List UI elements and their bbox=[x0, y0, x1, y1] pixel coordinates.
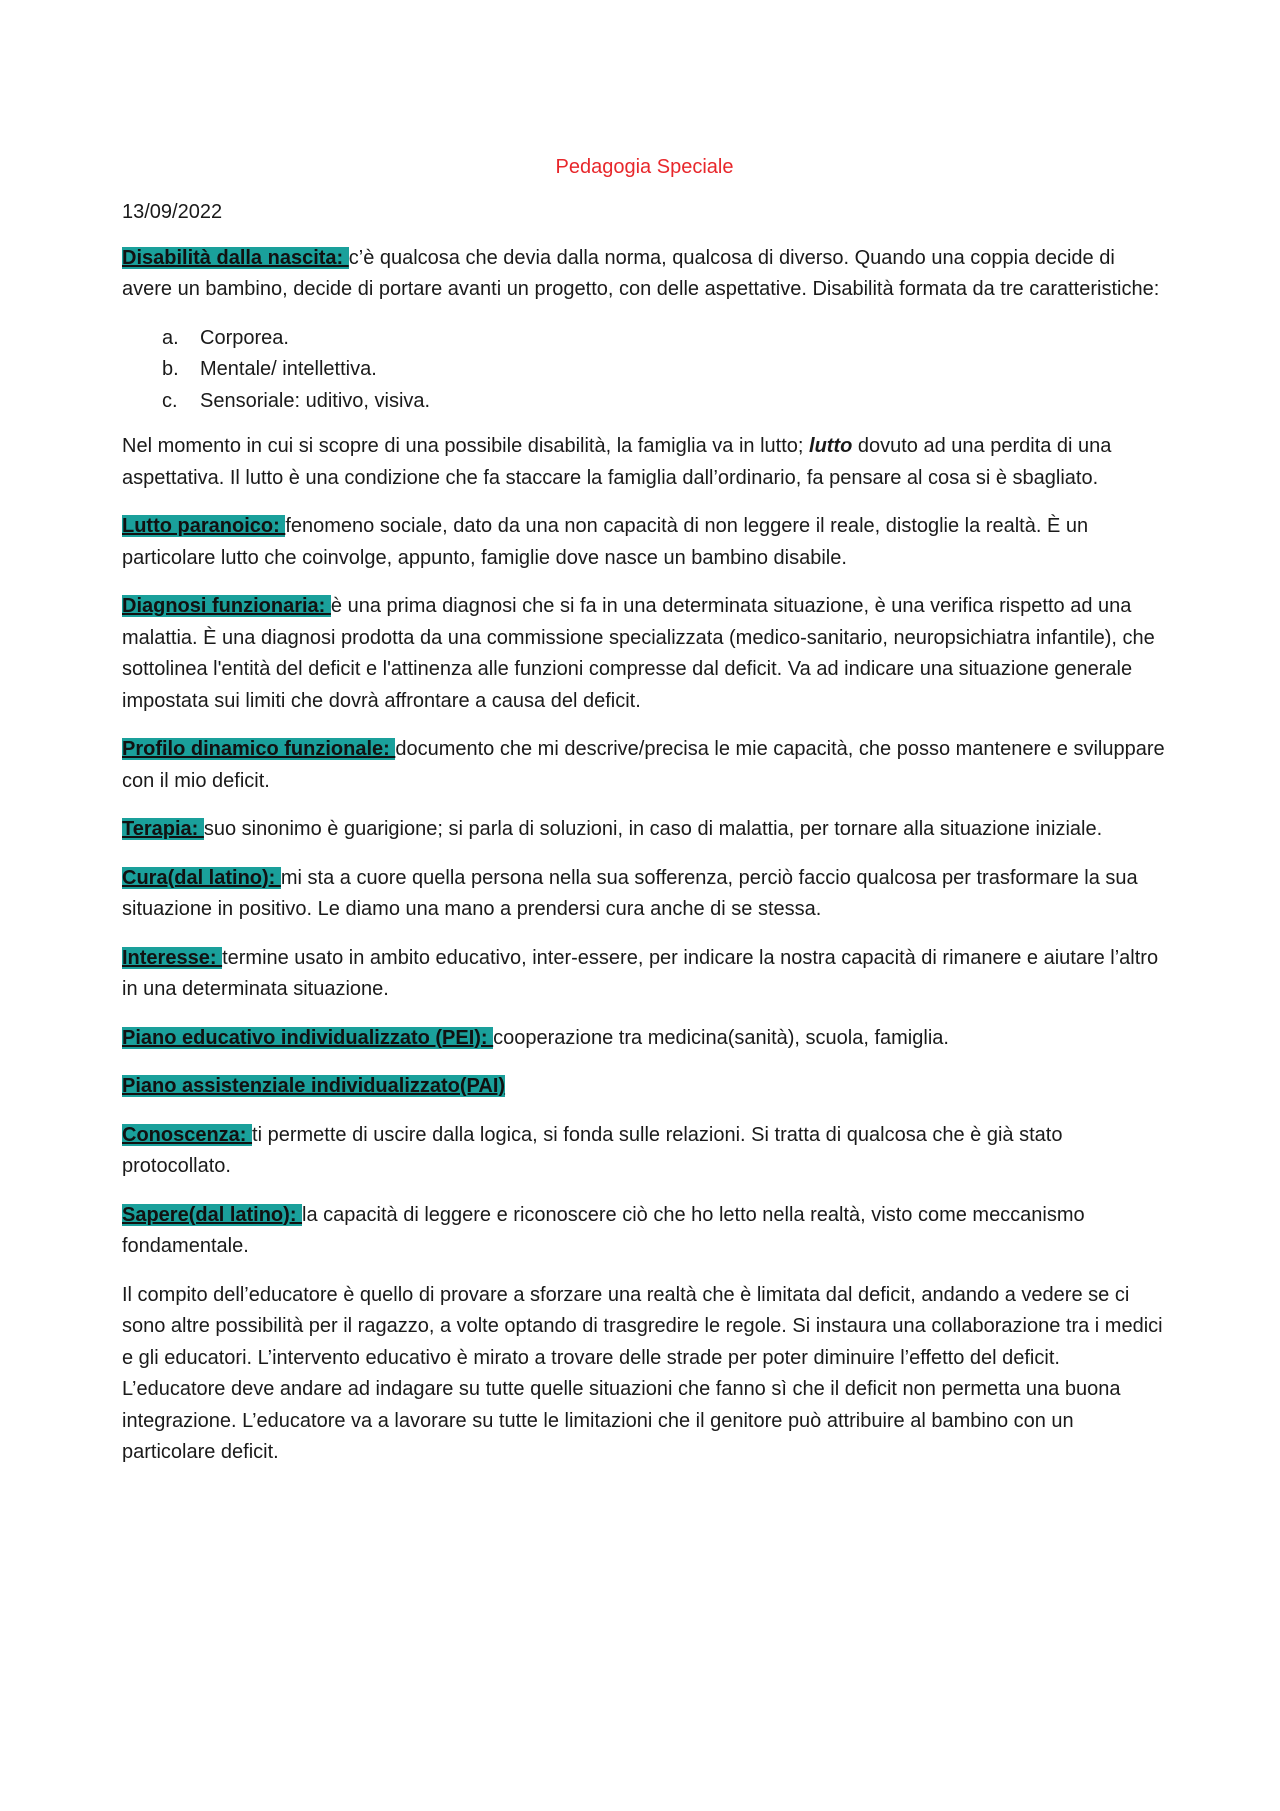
definition-sapere: la capacità di leggere e riconoscere ciò che ho letto nella realtà, visto come meccanismo fondamentale. bbox=[122, 1203, 1085, 1257]
paragraph-cura bbox=[122, 863, 1167, 926]
term-profilo: Profilo dinamico funzionale: bbox=[122, 738, 396, 760]
definition-lutto-paranoico: fenomeno sociale, dato da una non capacità di non leggere il reale, distoglie la realtà. È un particolare lutto che coinvolge, appunto, famiglie dove nasce un bambino disabile. bbox=[122, 515, 1089, 569]
list-item-text: Sensoriale: uditivo, visiva. bbox=[200, 389, 431, 412]
paragraph-disabilita bbox=[122, 243, 1167, 306]
definition-conoscenza: ti permette di uscire dalla logica, si fonda sulle relazioni. Si tratta di qualcosa che è già stato protocollato. bbox=[122, 1123, 1063, 1177]
list-item bbox=[162, 323, 1167, 355]
definition-disabilita: c’è qualcosa che devia dalla norma, qualcosa di diverso. Quando una coppia decide di avere un bambino, decide di portare avanti un progetto, con delle aspettative. Disabilità formata da tre caratteristiche: bbox=[122, 246, 1160, 300]
paragraph-lutto bbox=[122, 431, 1167, 494]
paragraph-pai bbox=[122, 1071, 1167, 1103]
definition-diagnosi: è una prima diagnosi che si fa in una determinata situazione, è una verifica rispetto ad una malattia. È una diagnosi prodotta da una commissione specializzata (medico-sanitario, neuropsichiatra infantile), che sottolinea l'entità del deficit e l'attinenza alle funzioni compresse dal deficit. Va ad indicare una situazione generale impostata sui limiti che dovrà affrontare a causa del deficit. bbox=[122, 595, 1155, 712]
definition-terapia: suo sinonimo è guarigione; si parla di soluzioni, in caso di malattia, per tornare alla situazione iniziale. bbox=[203, 818, 1103, 840]
list-item bbox=[162, 354, 1167, 386]
term-sapere: Sapere(dal latino): bbox=[122, 1203, 303, 1226]
term-interesse: Interesse: bbox=[122, 946, 223, 969]
list-marker: c. bbox=[162, 389, 178, 412]
document-body bbox=[122, 152, 1167, 1486]
document-title: Pedagogia Speciale bbox=[555, 156, 734, 178]
characteristics-list bbox=[122, 323, 1167, 418]
definition-cura: mi sta a cuore quella persona nella sua sofferenza, perciò faccio qualcosa per trasformare la sua situazione in positivo. Le diamo una mano a prendersi cura anche di se stessa. bbox=[122, 866, 1138, 920]
paragraph-conclusione: Il compito dell’educatore è quello di provare a sforzare una realtà che è limitata dal deficit, andando a vedere se ci sono altre possibilità per il ragazzo, a volte optando di trasgredire le regole. Si instaura una collaborazione tra i medici e gli educatori. L’intervento educativo è mirato a trovare delle strade per poter diminuire l’effetto del deficit. L’educatore deve andare ad indagare su tutte quelle situazioni che fanno sì che il deficit non permetta una buona integrazione. L’educatore va a lavorare su tutte le limitazioni che il genitore può attribuire al bambino con un particolare deficit. bbox=[122, 1283, 1163, 1463]
paragraph-conoscenza bbox=[122, 1120, 1167, 1183]
paragraph-interesse bbox=[122, 943, 1167, 1006]
term-pai: Piano assistenziale individualizzato(PAI) bbox=[122, 1075, 506, 1097]
paragraph-terapia bbox=[122, 814, 1167, 846]
term-conoscenza: Conoscenza: bbox=[122, 1123, 253, 1146]
paragraph-sapere bbox=[122, 1200, 1167, 1263]
term-disabilita: Disabilità dalla nascita: bbox=[122, 246, 349, 269]
list-item-text: Mentale/ intellettiva. bbox=[200, 358, 377, 380]
paragraph-diagnosi bbox=[122, 591, 1167, 717]
paragraph-lutto-paranoico bbox=[122, 511, 1167, 574]
definition-profilo: documento che mi descrive/precisa le mie capacità, che posso mantenere e sviluppare con il mio deficit. bbox=[122, 738, 1165, 792]
definition-interesse: termine usato in ambito educativo, inter-essere, per indicare la nostra capacità di rimanere e aiutare l’altro in una determinata situazione. bbox=[122, 946, 1159, 1000]
paragraph-pei bbox=[122, 1023, 1167, 1055]
definition-pei: cooperazione tra medicina(sanità), scuola, famiglia. bbox=[493, 1026, 949, 1049]
term-diagnosi: Diagnosi funzionaria: bbox=[122, 595, 331, 617]
term-pei: Piano educativo individualizzato (PEI): bbox=[122, 1026, 494, 1049]
paragraph-profilo bbox=[122, 734, 1167, 797]
term-lutto-paranoico: Lutto paranoico: bbox=[122, 515, 286, 537]
list-marker: a. bbox=[162, 326, 179, 349]
term-cura: Cura(dal latino): bbox=[122, 866, 281, 889]
term-terapia: Terapia: bbox=[122, 818, 204, 840]
list-marker: b. bbox=[162, 358, 179, 380]
document-date: 13/09/2022 bbox=[122, 201, 223, 223]
lutto-text-after: dovuto ad una perdita di una aspettativa. Il lutto è una condizione che fa staccare la famiglia dall’ordinario, fa pensare al cosa si è sbagliato. bbox=[122, 435, 1112, 489]
lutto-text-before: Nel momento in cui si scopre di una possibile disabilità, la famiglia va in lutto; bbox=[122, 435, 810, 457]
lutto-emphasis: lutto bbox=[809, 435, 853, 457]
list-item bbox=[162, 386, 1167, 418]
list-item-text: Corporea. bbox=[200, 326, 289, 349]
